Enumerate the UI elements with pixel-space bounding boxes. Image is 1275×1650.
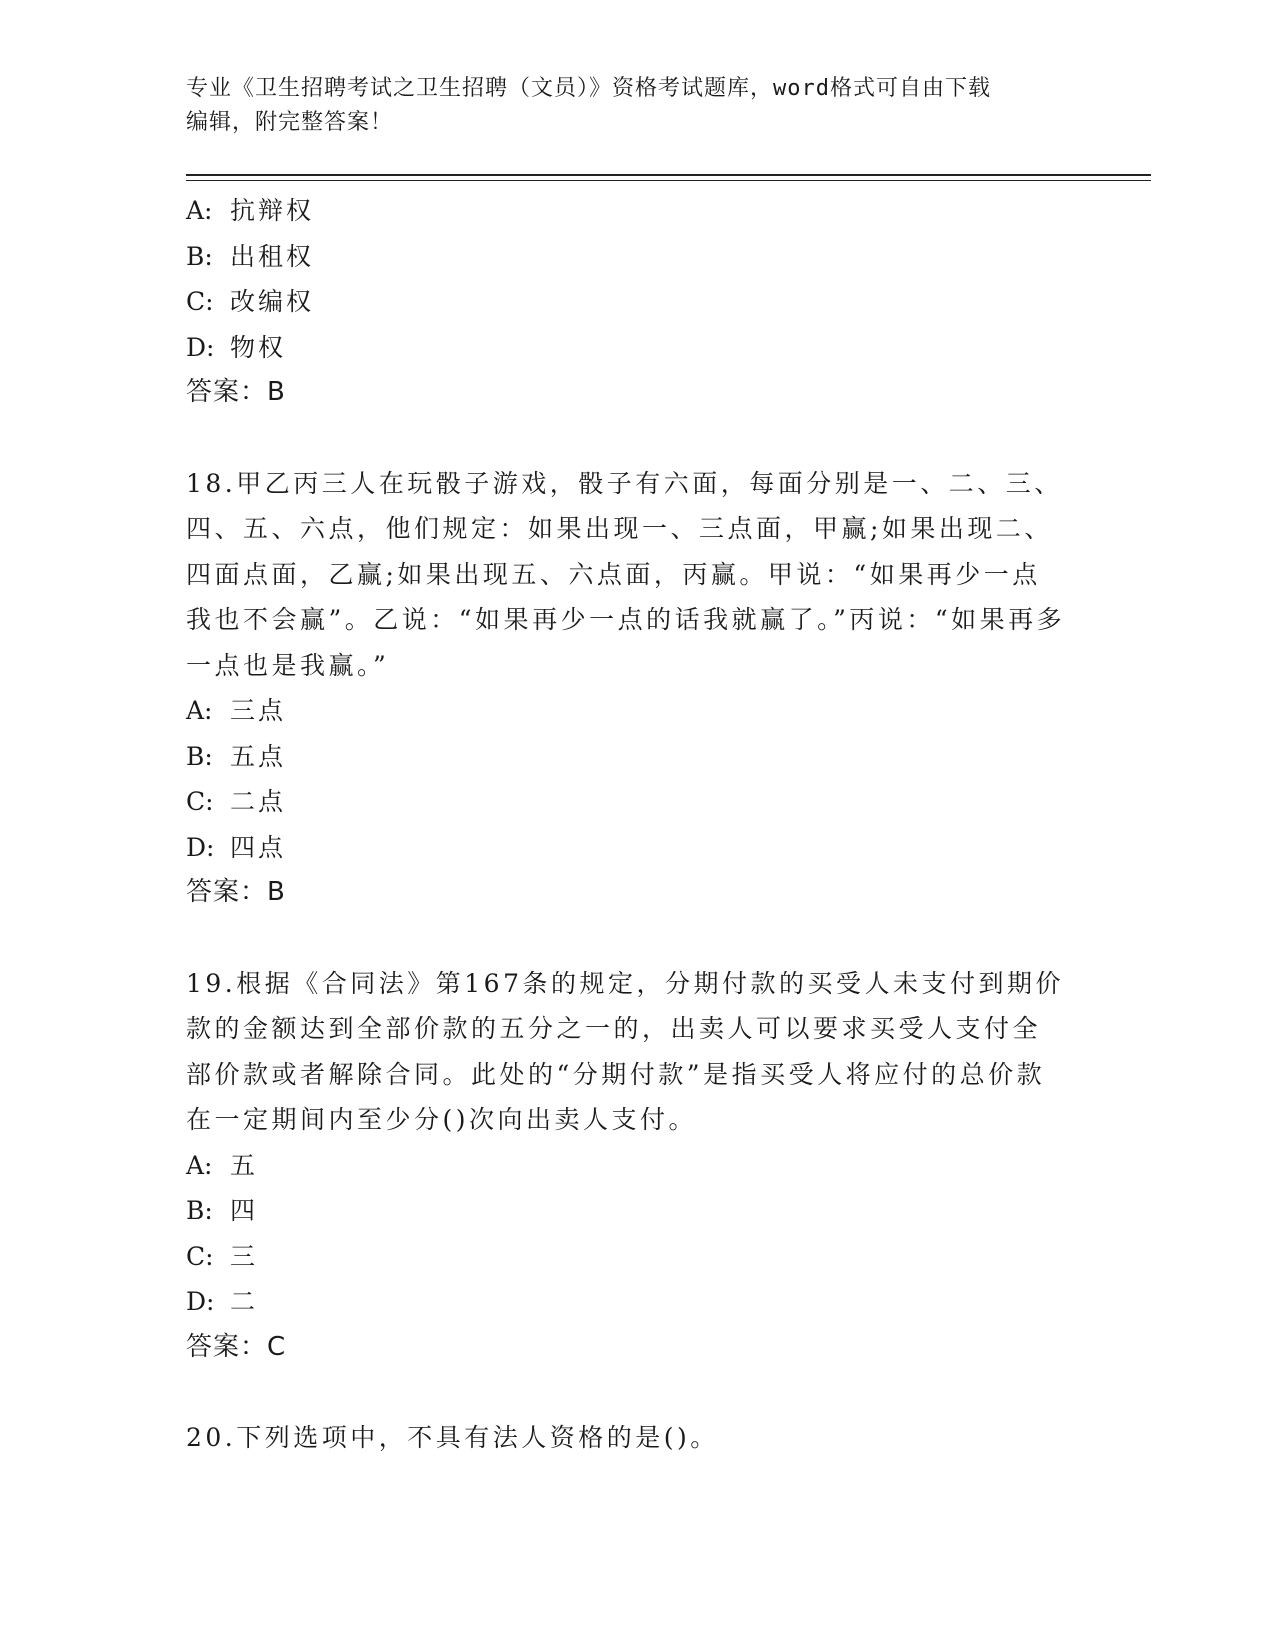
question-19 — [186, 961, 1086, 1371]
spacer — [186, 416, 1086, 461]
spacer — [186, 1370, 1086, 1415]
option-c: C: 三 — [186, 1241, 259, 1271]
document-header — [186, 72, 1086, 140]
header-divider-thick — [186, 174, 1151, 176]
question-content — [186, 188, 1086, 1461]
answer-line: 答案：C — [186, 1331, 287, 1362]
option-b: B: 五点 — [186, 741, 287, 771]
option-d: D: 物权 — [186, 332, 287, 362]
option-b: B: 出租权 — [186, 241, 315, 271]
question-text: 18.甲乙丙三人在玩骰子游戏，骰子有六面，每面分别是一、二、三、四、五、六点，他们规定：如果出现一、三点面，甲赢;如果出现二、四面点面，乙赢;如果出现五、六点面，丙赢。甲说：“如果再少一点我也不会赢”。乙说：“如果再少一点的话我就赢了。”丙说：“如果再多一点也是我赢。” — [186, 468, 1066, 680]
option-a: A: 五 — [186, 1150, 259, 1180]
header-line-2: 编辑，附完整答案！ — [186, 110, 394, 135]
option-c: C: 二点 — [186, 787, 287, 816]
option-c: C: 改编权 — [186, 287, 315, 316]
question-17 — [186, 188, 1086, 416]
option-a: A: 抗辩权 — [186, 196, 315, 225]
option-a: A: 三点 — [186, 696, 287, 725]
question-18 — [186, 461, 1086, 916]
option-d: D: 二 — [186, 1287, 259, 1316]
header-divider-thin — [186, 180, 1151, 181]
answer-line: 答案：B — [186, 377, 286, 407]
question-20 — [186, 1415, 1086, 1461]
option-d: D: 四点 — [186, 832, 287, 862]
question-text: 19.根据《合同法》第167条的规定，分期付款的买受人未支付到期价款的金额达到全部价款的五分之一的，出卖人可以要求买受人支付全部价款或者解除合同。此处的“分期付款”是指买受人将应付的总价款在一定期间内至少分()次向出卖人支付。 — [186, 968, 1064, 1134]
spacer — [186, 916, 1086, 961]
question-text: 20.下列选项中，不具有法人资格的是()。 — [186, 1423, 719, 1452]
option-b: B: 四 — [186, 1196, 259, 1225]
header-line-1: 专业《卫生招聘考试之卫生招聘（文员）》资格考试题库，word格式可自由下载 — [186, 76, 991, 101]
answer-line: 答案：B — [186, 877, 286, 907]
